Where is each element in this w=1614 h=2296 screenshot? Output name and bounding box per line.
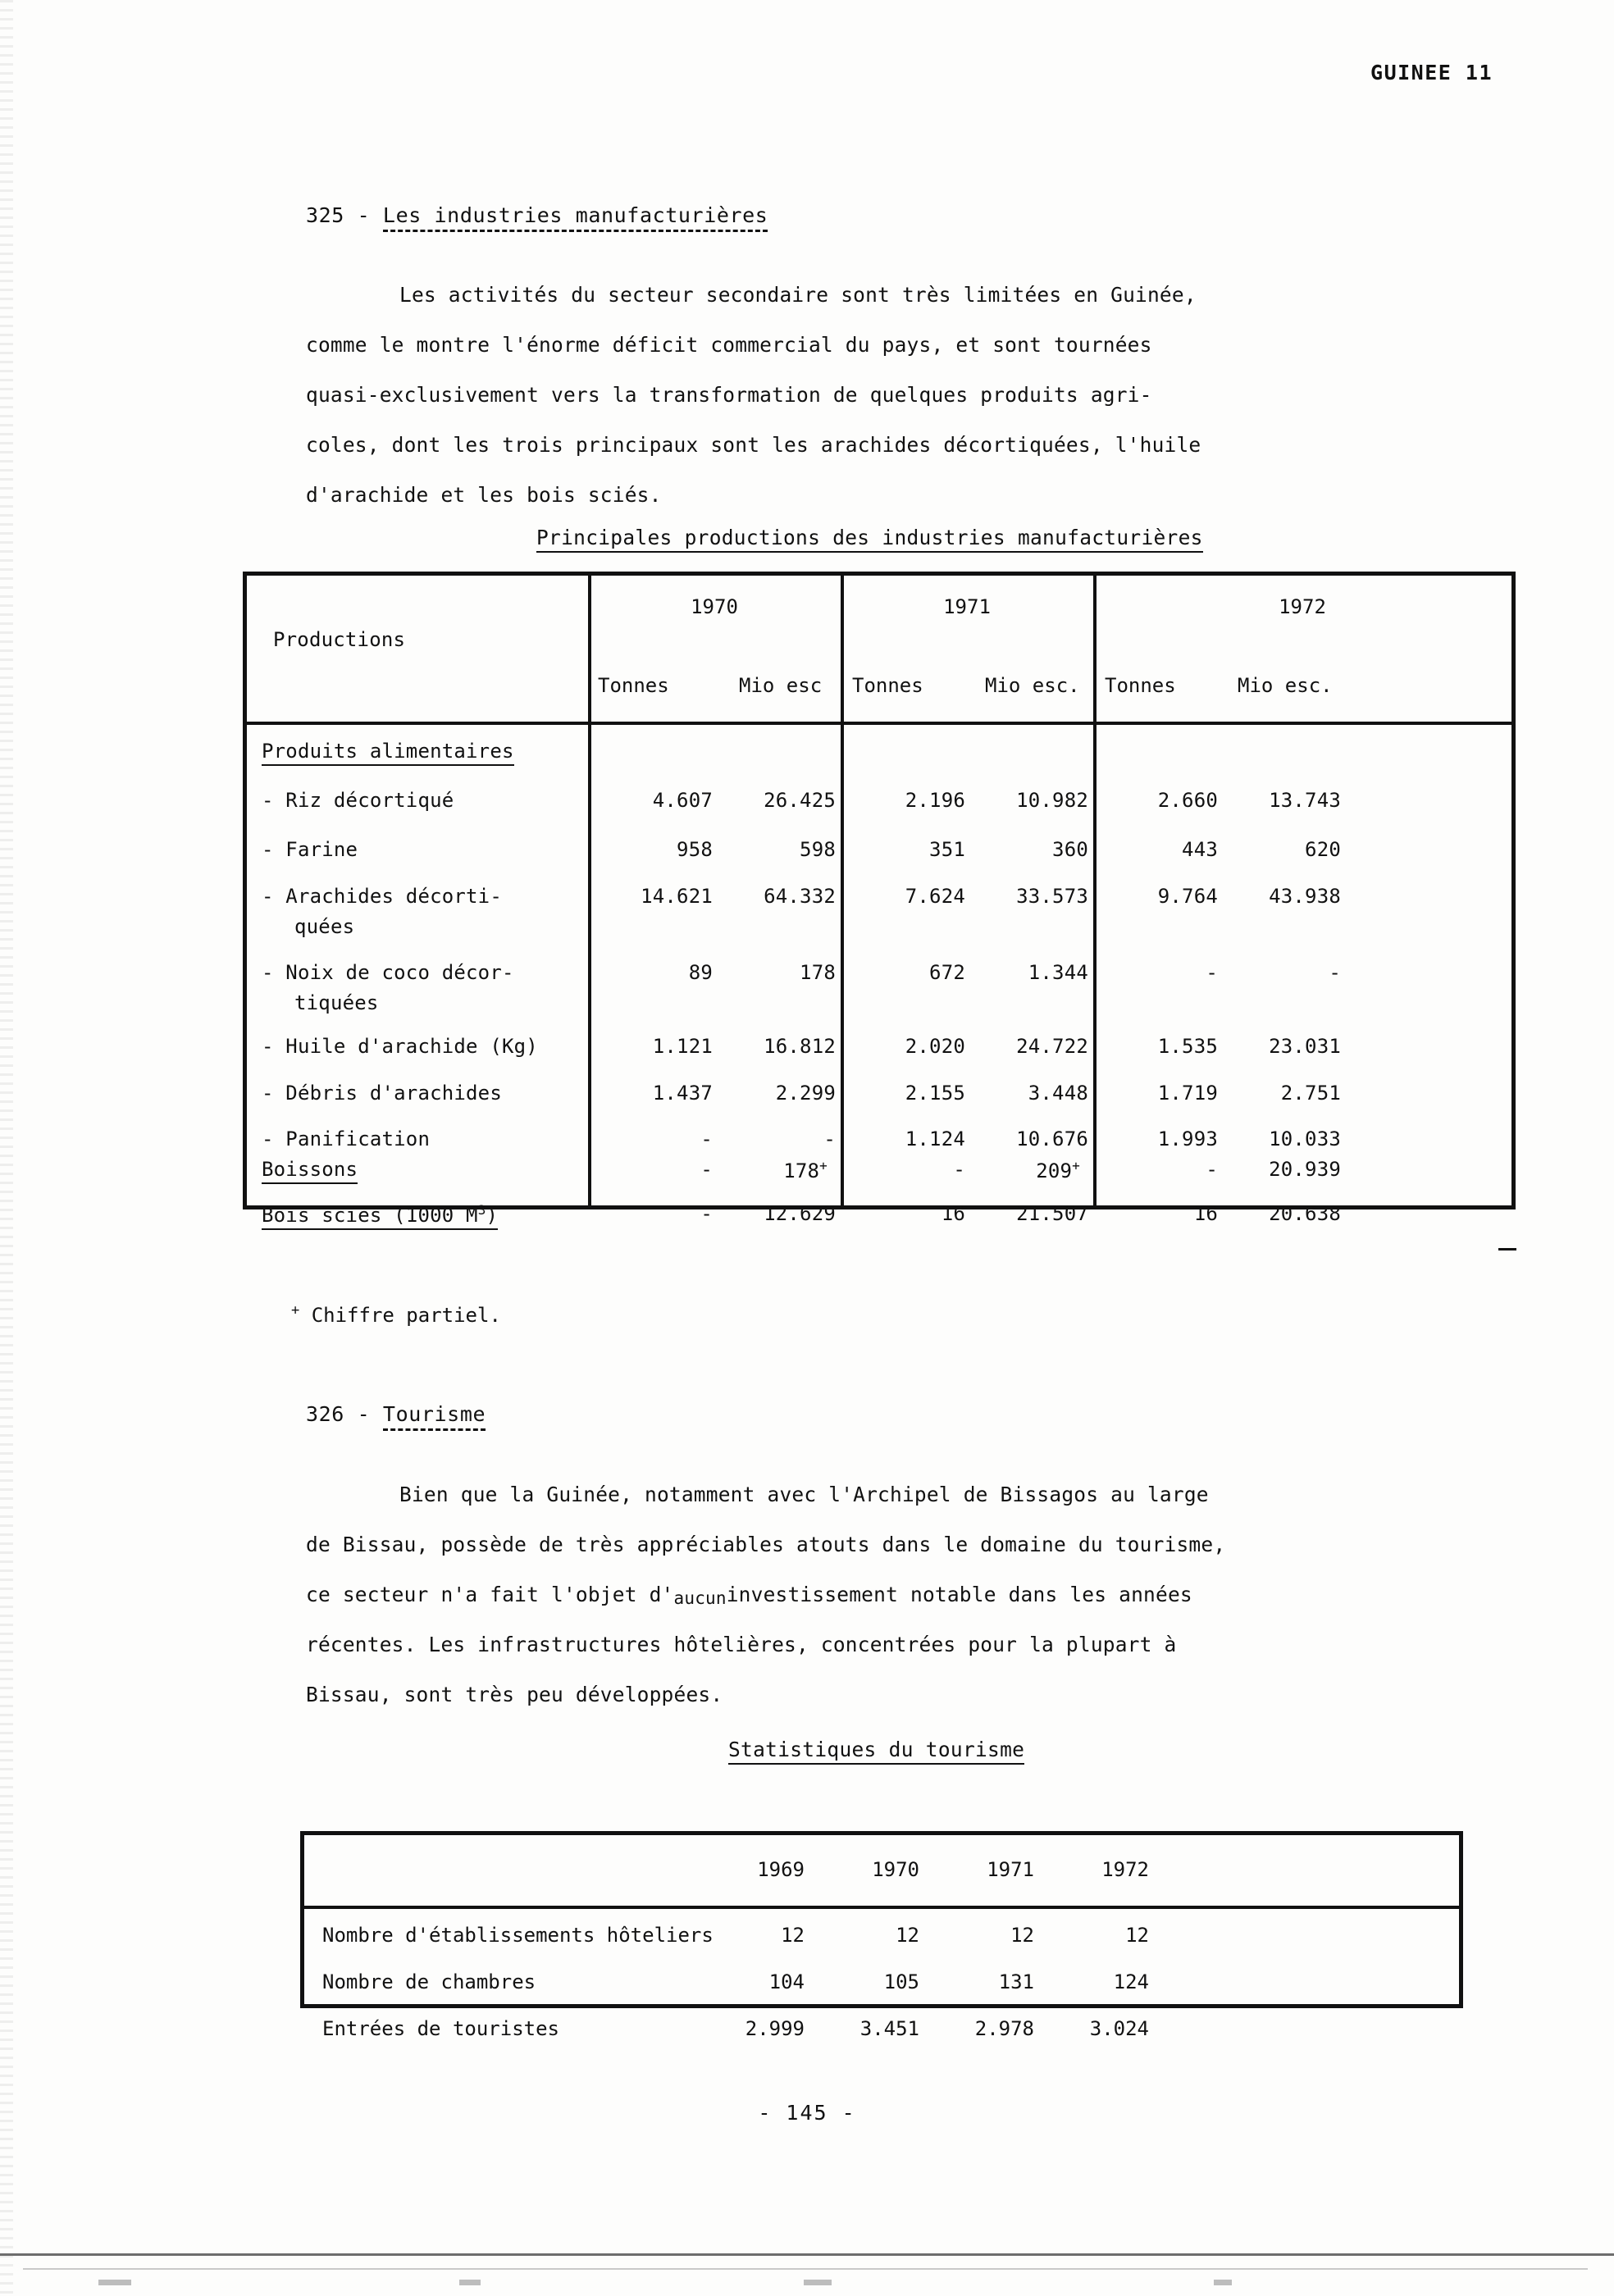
paragraph-325-line-1: Les activités du secteur secondaire sont très limitées en Guinée, [399,283,1197,307]
table-cell: 2.020 [905,1035,965,1058]
table-cell: 1.121 [652,1035,713,1058]
table-tourism-year-1969: 1969 [757,1858,805,1881]
table-row-label-boissons: Boissons [262,1158,358,1184]
section-title-325: Les industries manufacturières [383,203,768,232]
table-cell: 21.507 [1016,1202,1088,1225]
table-cell: 20.939 [1269,1158,1341,1181]
table-cell [959,1158,1080,1182]
table-row-label: - Huile d'arachide (Kg) [262,1035,538,1058]
paragraph-326-line-4: récentes. Les infrastructures hôtelières, concentrées pour la plupart à [306,1633,1177,1656]
table-tourism-year-1972: 1972 [1101,1858,1149,1881]
table-cell: 598 [800,838,836,861]
table-tourism-row-label: Nombre d'établissements hôteliers [322,1924,714,1947]
table-cell: 20.638 [1269,1202,1341,1225]
table-edge-artifact [1498,1248,1516,1250]
table-row-header-label: Productions [273,628,406,651]
table-tourism-cell: 12 [1125,1924,1149,1947]
table-production [243,572,1516,1227]
table-cell: 16.812 [764,1035,836,1058]
table-tourism-cell: 12 [1010,1924,1034,1947]
table-tourism-year-1970: 1970 [872,1858,919,1881]
table-cell: 620 [1305,838,1341,861]
paragraph-326-line-3-overtype: aucun [673,1588,727,1608]
paragraph-326-line-5: Bissau, sont très peu développées. [306,1683,723,1706]
table-cell: 10.033 [1269,1128,1341,1150]
table-tourism-cell: 104 [768,1970,805,1993]
table-unit-1971-mio: Mio esc. [985,674,1080,697]
table-cell: 10.676 [1016,1128,1088,1150]
table-cell: 1.124 [905,1128,965,1150]
table-row-label-bois-main: Bois sciés [262,1204,382,1227]
running-head: GUINEE 11 [1370,61,1493,84]
table-cell: 2.751 [1280,1082,1341,1105]
table-group-heading-produits-alimentaires: Produits alimentaires [262,740,514,766]
section-number-326: 326 - [306,1402,371,1426]
table-tourism-cell: 124 [1113,1970,1149,1993]
table-cell: 12.629 [764,1202,836,1225]
table-cell: 2.196 [905,789,965,812]
table-cell: 672 [929,961,965,984]
table-row-label: - Panification [262,1128,431,1150]
table-tourism-row-label: Entrées de touristes [322,2017,559,2040]
table-cell: 13.743 [1269,789,1341,812]
table-row-label: - Arachides décorti- [262,885,502,908]
paragraph-325-line-2: comme le montre l'énorme déficit commercial du pays, et sont tournées [306,333,1152,357]
paragraph-326-line-2: de Bissau, possède de très appréciables atouts dans le domaine du tourisme, [306,1533,1226,1556]
paragraph-325-line-4: coles, dont les trois principaux sont les arachides décortiquées, l'huile [306,433,1201,457]
table-tourism-cell: 12 [896,1924,919,1947]
table-cell: 16 [1193,1202,1218,1225]
table-row-label-bois-unit-post: ) [486,1204,499,1227]
table-year-1970: 1970 [691,595,738,618]
table-tourism-cell: 3.451 [859,2017,919,2040]
table-cell: 1.437 [652,1082,713,1105]
table-row-label-bois-unit-pre: (1000 M [381,1204,478,1227]
table-cell [706,1158,828,1182]
table-year-1971: 1971 [943,595,991,618]
table-row-label-cont: quées [294,915,355,938]
table-row-label: - Noix de coco décor- [262,961,514,984]
table-cell: 3.448 [1028,1082,1088,1105]
table-unit-1972-mio: Mio esc. [1238,674,1333,697]
table-cell: - [700,1202,713,1225]
paragraph-326-line-3-part1: ce secteur n'a fait l'objet d' [306,1583,674,1606]
table-year-1972: 1972 [1279,595,1326,618]
footnote-marker: + [291,1302,300,1319]
table-cell: 14.621 [641,885,713,908]
table-tourism-cell: 2.978 [974,2017,1034,2040]
table-row-label-bois-unit-exponent: 3 [477,1202,486,1218]
table-cell: - [1206,961,1218,984]
footnote-marker-superscript: + [1072,1158,1080,1173]
section-heading-326 [306,1402,486,1426]
table-cell: 4.607 [652,789,713,812]
paragraph-326-line-3-part3: investissement notable dans les années [726,1583,1192,1606]
table-cell: 64.332 [764,885,836,908]
table-cell: - [700,1158,713,1181]
scan-edge-artifact-left [0,0,13,2296]
table-cell: 360 [1052,838,1088,861]
table-cell: 26.425 [764,789,836,812]
table-cell: - [953,1158,965,1181]
table-tourism-header-divider [304,1906,1459,1909]
table-cell: 89 [688,961,713,984]
table-cell: 1.535 [1157,1035,1218,1058]
table-cell: - [823,1128,836,1150]
table-cell: 10.982 [1016,789,1088,812]
table-cell: 23.031 [1269,1035,1341,1058]
table-row-label: - Farine [262,838,358,861]
paragraph-325-line-3: quasi-exclusivement vers la transformation de quelques produits agri- [306,383,1152,407]
table-tourism-row-label: Nombre de chambres [322,1970,536,1993]
table-cell: 1.344 [1028,961,1088,984]
table-tourism-cell: 12 [781,1924,805,1947]
table-cell: 9.764 [1157,885,1218,908]
table-row-label: - Riz décortiqué [262,789,454,812]
table-unit-1971-tonnes: Tonnes [852,674,923,697]
page-number: - 145 - [758,2101,856,2125]
table-header-divider [247,722,1511,725]
paragraph-326-line-3 [306,1583,1192,1606]
table-tourism-caption: Statistiques du tourisme [728,1738,1024,1765]
table-cell-value: 178 [783,1159,820,1182]
table-cell: 7.624 [905,885,965,908]
table-row-label: - Débris d'arachides [262,1082,502,1105]
section-heading-325 [306,203,768,227]
paragraph-326-line-1: Bien que la Guinée, notamment avec l'Archipel de Bissagos au large [399,1483,1209,1506]
table-tourism-year-1971: 1971 [987,1858,1034,1881]
table-tourism [300,1831,1463,2040]
table-cell: 443 [1182,838,1218,861]
table-cell: 24.722 [1016,1035,1088,1058]
section-number-325: 325 - [306,203,371,227]
table-cell: 958 [677,838,713,861]
table-row-label-cont: tiquées [294,991,379,1014]
table-cell: 2.660 [1157,789,1218,812]
table-cell: 1.719 [1157,1082,1218,1105]
table-tourism-cell: 3.024 [1089,2017,1149,2040]
table-cell: 351 [929,838,965,861]
paragraph-325-line-5: d'arachide et les bois sciés. [306,483,662,507]
table-cell: 2.299 [775,1082,836,1105]
table-cell: 33.573 [1016,885,1088,908]
table-cell: 16 [941,1202,965,1225]
table-cell: - [1329,961,1341,984]
section-title-326: Tourisme [383,1402,486,1431]
table-tourism-cell: 105 [883,1970,919,1993]
table-cell: 1.993 [1157,1128,1218,1150]
table-cell: - [1206,1158,1218,1181]
scan-edge-artifact-bottom [0,2239,1614,2296]
footnote-text: Chiffre partiel. [311,1304,501,1327]
table-tourism-cell: 131 [998,1970,1034,1993]
table-tourism-cell: 2.999 [745,2017,805,2040]
table-unit-1972-tonnes: Tonnes [1105,674,1176,697]
table-cell: - [700,1128,713,1150]
table-cell: 2.155 [905,1082,965,1105]
table-cell: 43.938 [1269,885,1341,908]
table-cell-value: 209 [1036,1159,1073,1182]
table-unit-1970-mio: Mio esc [739,674,823,697]
footnote-marker-superscript: + [819,1158,828,1173]
table-cell: 178 [800,961,836,984]
table-row-label-bois-scies [262,1204,498,1230]
table-unit-1970-tonnes: Tonnes [598,674,669,697]
table-production-caption: Principales productions des industries manufacturières [536,526,1203,553]
